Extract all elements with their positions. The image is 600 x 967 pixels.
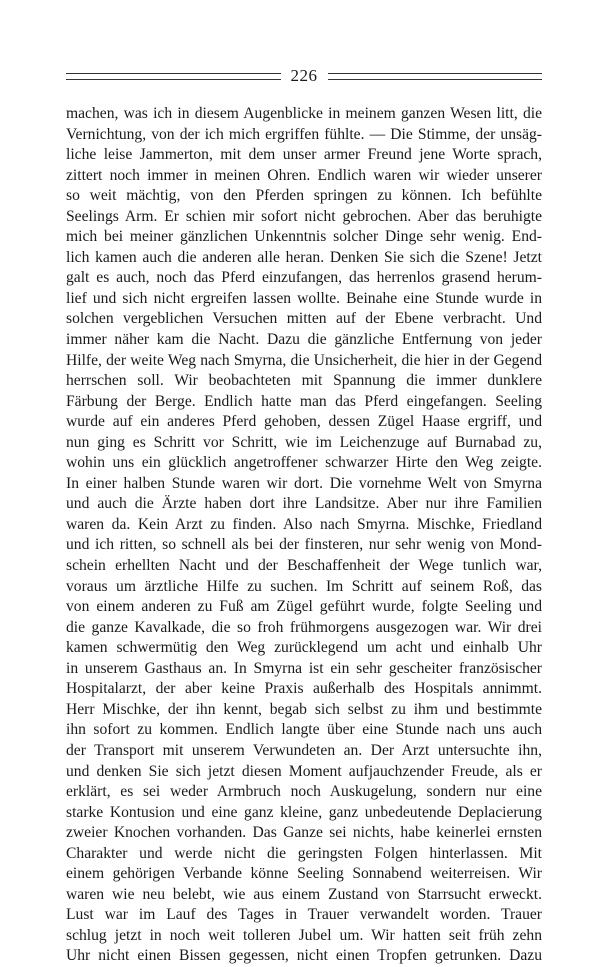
text-line: Hospitalarzt, der aber keine Praxis außerhalb des Hospitals annimmt.	[66, 680, 542, 698]
text-line: starke Kontusion und eine ganz kleine, ganz unbedeutende Deplacierung	[66, 803, 542, 821]
text-line: ihn sofort zu kommen. Endlich langte über eine Stunde nach uns auch	[66, 721, 542, 739]
text-line: die ganze Kavalkade, die so froh frühmorgens ausgezogen war. Wir drei	[66, 618, 542, 636]
text-line: galt es auch, noch das Pferd einzufangen, das herrenlos grasend herum-	[66, 269, 542, 287]
text-line: Seelings Arm. Er schien mir sofort nicht gebrochen. Aber das beruhigte	[66, 207, 542, 225]
text-line: machen, was ich in diesem Augenblicke in meinem ganzen Wesen litt, die	[66, 105, 542, 122]
text-line: und ich ritten, so schnell als bei der finsteren, nur sehr wenig von Mond-	[66, 536, 542, 554]
text-line: von einem anderen zu Fuß am Zügel geführt wurde, folgte Seeling und	[66, 598, 542, 616]
text-line: zweier Knochen vorhanden. Das Ganze sei nichts, habe keinerlei ernsten	[66, 824, 542, 842]
text-line: wurde auf ein anderes Pferd gehoben, dessen Zügel Haase ergriff, und	[66, 413, 542, 431]
text-line: der Transport mit unserem Verwundeten an. Der Arzt untersuchte ihn,	[66, 741, 542, 759]
text-line: Vernichtung, von der ich mich ergriffen fühlte. — Die Stimme, der unsäg-	[66, 125, 542, 143]
text-line: wohin uns ein glücklich angetroffener schwarzer Hirte den Weg zeigte.	[66, 454, 542, 472]
body-text	[66, 104, 542, 967]
text-line: immer näher kam die Nacht. Dazu die gänzliche Entfernung von jeder	[66, 331, 542, 349]
text-line: und auch die Ärzte haben dort ihre Landsitze. Aber nur ihre Familien	[66, 495, 542, 513]
text-line: herrschen soll. Wir beobachteten mit Spannung die immer dunklere	[66, 372, 542, 390]
text-line: kamen schwermütig den Weg zurücklegend um acht und einhalb Uhr	[66, 639, 542, 657]
text-line: Hilfe, der weite Weg nach Smyrna, die Unsicherheit, die hier in der Gegend	[66, 351, 542, 369]
text-line: lief und sich nicht ergreifen lassen wollte. Beinahe eine Stunde wurde in	[66, 289, 542, 307]
text-line: so weit mächtig, von den Pferden springen zu können. Ich befühlte	[66, 187, 542, 205]
header-rule-left	[66, 73, 281, 80]
header-rule-right	[328, 73, 543, 80]
text-line: Herr Mischke, der ihn kennt, begab sich selbst zu ihm und bestimmte	[66, 700, 542, 718]
page-header	[66, 64, 542, 88]
text-line: voraus um ärztliche Hilfe zu suchen. Im Schritt auf seinem Roß, das	[66, 577, 542, 595]
page-number: 226	[290, 66, 318, 85]
text-line: Charakter und werde nicht die geringsten Folgen hinterlassen. Mit	[66, 844, 542, 862]
text-line: waren wie neu belebt, wie aus einem Zustand von Starrsucht erweckt.	[66, 885, 542, 903]
text-line: Uhr nicht einen Bissen gegessen, nicht einen Tropfen getrunken. Dazu	[66, 947, 542, 965]
text-line: mich bei meiner gänzlichen Unkenntnis solcher Dinge sehr wenig. End-	[66, 228, 542, 246]
text-line: solchen vergeblichen Versuchen mitten auf der Ebene verbracht. Und	[66, 310, 542, 328]
text-line: zittert noch immer in meinen Ohren. Endlich waren wir wieder unserer	[66, 166, 542, 184]
text-line: Färbung der Berge. Endlich hatte man das Pferd eingefangen. Seeling	[66, 392, 542, 410]
text-line: schein erhellten Nacht und der Beschaffenheit der Wege tunlich war,	[66, 557, 542, 575]
text-line: waren da. Kein Arzt zu finden. Also nach Smyrna. Mischke, Friedland	[66, 515, 542, 533]
text-line: erklärt, es sei weder Armbruch noch Auskugelung, sondern nur eine	[66, 783, 542, 801]
text-line: Lust war im Lauf des Tages in Trauer verwandelt worden. Trauer	[66, 906, 542, 924]
text-line: nun ging es Schritt vor Schritt, wie im Leichenzuge auf Burnabad zu,	[66, 433, 542, 451]
text-line: und denken Sie sich jetzt diesen Moment aufjauchzender Freude, als er	[66, 762, 542, 780]
text-line: liche leise Jammerton, mit dem unser armer Freund jene Worte sprach,	[66, 146, 542, 164]
text-line: einem gehörigen Verbande könne Seeling Sonnabend weiterreisen. Wir	[66, 865, 542, 883]
text-line: schlug jetzt in noch weit tolleren Jubel um. Wir hatten seit früh zehn	[66, 926, 542, 944]
text-line: in unserem Gasthaus an. In Smyrna ist ein sehr gescheiter französischer	[66, 659, 542, 677]
text-line: lich kamen auch die anderen alle heran. Denken Sie sich die Szene! Jetzt	[66, 248, 542, 266]
text-line: In einer halben Stunde waren wir dort. Die vornehme Welt von Smyrna	[66, 474, 542, 492]
